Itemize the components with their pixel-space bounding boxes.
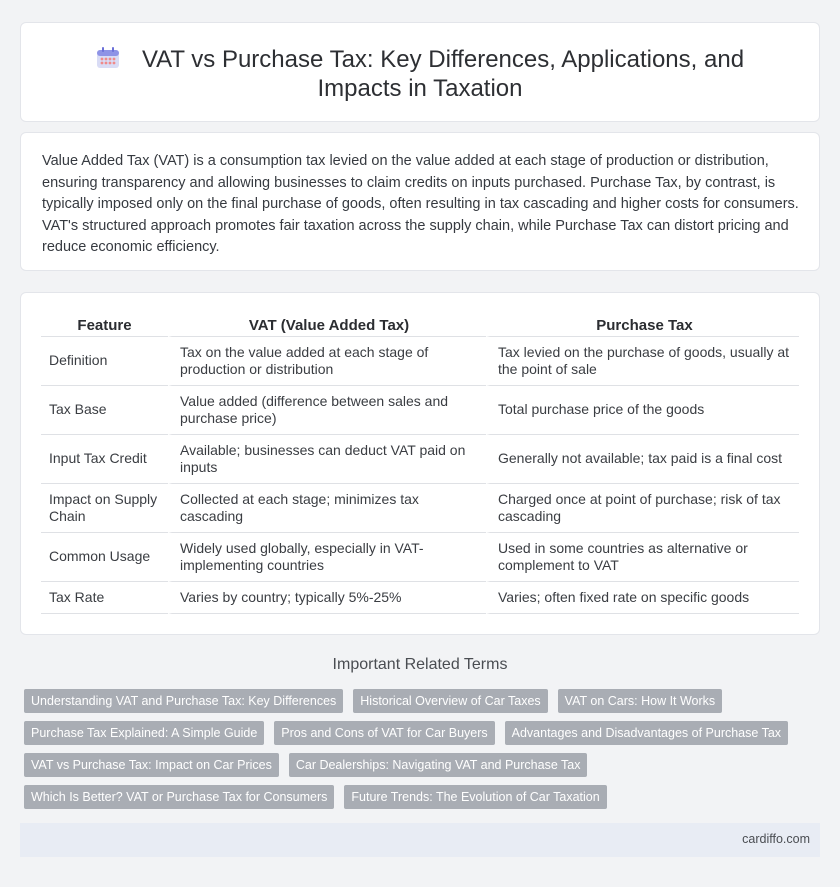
row-feature: Tax Base bbox=[41, 386, 168, 435]
row-feature: Tax Rate bbox=[41, 582, 168, 614]
row-purchase-tax: Charged once at point of purchase; risk of tax cascading bbox=[486, 484, 799, 533]
table-row bbox=[41, 484, 799, 533]
tag-row bbox=[24, 721, 814, 745]
intro-card bbox=[20, 132, 820, 271]
row-vat: Widely used globally, especially in VAT-implementing countries bbox=[168, 533, 486, 582]
related-term-tag[interactable]: Pros and Cons of VAT for Car Buyers bbox=[274, 721, 494, 745]
related-terms-tags bbox=[24, 689, 814, 817]
intro-paragraph: Value Added Tax (VAT) is a consumption tax levied on the value added at each stage of production or distribution, ensuring transparency and allowing businesses to claim credits on inputs purchased. Purchase Tax, by contrast, is typically imposed only on the final purchase of goods, often resulting in tax cascading and higher costs for consumers. VAT's structured approach promotes fair taxation across the supply chain, while Purchase Tax can distort pricing and reduce economic efficiency. bbox=[42, 153, 799, 255]
table-row bbox=[41, 337, 799, 386]
header-purchase-tax: Purchase Tax bbox=[486, 315, 799, 337]
page-title: VAT vs Purchase Tax: Key Differences, Applications, and Impacts in Taxation bbox=[141, 46, 745, 102]
related-term-tag[interactable]: Future Trends: The Evolution of Car Taxation bbox=[344, 785, 606, 809]
calendar-icon bbox=[96, 47, 120, 69]
row-purchase-tax: Total purchase price of the goods bbox=[486, 386, 799, 435]
related-term-tag[interactable]: Car Dealerships: Navigating VAT and Purchase Tax bbox=[289, 753, 588, 777]
table-row bbox=[41, 435, 799, 484]
table-header-row bbox=[41, 315, 799, 337]
row-vat: Collected at each stage; minimizes tax cascading bbox=[168, 484, 486, 533]
row-feature: Input Tax Credit bbox=[41, 435, 168, 484]
title-card bbox=[20, 22, 820, 122]
related-term-tag[interactable]: Purchase Tax Explained: A Simple Guide bbox=[24, 721, 264, 745]
related-terms-heading: Important Related Terms bbox=[332, 656, 508, 673]
related-term-tag[interactable]: Which Is Better? VAT or Purchase Tax for Consumers bbox=[24, 785, 334, 809]
footer-site-link[interactable]: cardiffo.com bbox=[742, 832, 810, 846]
tag-row bbox=[24, 785, 814, 809]
tag-row bbox=[24, 689, 814, 713]
row-vat: Value added (difference between sales and purchase price) bbox=[168, 386, 486, 435]
related-term-tag[interactable]: Understanding VAT and Purchase Tax: Key Differences bbox=[24, 689, 343, 713]
row-purchase-tax: Tax levied on the purchase of goods, usually at the point of sale bbox=[486, 337, 799, 386]
row-vat: Varies by country; typically 5%-25% bbox=[168, 582, 486, 614]
row-vat: Tax on the value added at each stage of production or distribution bbox=[168, 337, 486, 386]
table-row bbox=[41, 582, 799, 614]
row-vat: Available; businesses can deduct VAT paid on inputs bbox=[168, 435, 486, 484]
related-term-tag[interactable]: VAT vs Purchase Tax: Impact on Car Prices bbox=[24, 753, 279, 777]
comparison-table-card bbox=[20, 292, 820, 635]
footer bbox=[20, 823, 820, 857]
row-purchase-tax: Generally not available; tax paid is a final cost bbox=[486, 435, 799, 484]
row-feature: Common Usage bbox=[41, 533, 168, 582]
header-feature: Feature bbox=[41, 315, 168, 337]
header-vat: VAT (Value Added Tax) bbox=[168, 315, 486, 337]
related-term-tag[interactable]: Advantages and Disadvantages of Purchase Tax bbox=[505, 721, 788, 745]
row-feature: Impact on Supply Chain bbox=[41, 484, 168, 533]
page-title-wrap bbox=[21, 45, 819, 103]
row-purchase-tax: Varies; often fixed rate on specific goods bbox=[486, 582, 799, 614]
row-feature: Definition bbox=[41, 337, 168, 386]
related-term-tag[interactable]: Historical Overview of Car Taxes bbox=[353, 689, 547, 713]
table-row bbox=[41, 533, 799, 582]
comparison-table bbox=[41, 315, 799, 614]
related-term-tag[interactable]: VAT on Cars: How It Works bbox=[558, 689, 723, 713]
tag-row bbox=[24, 753, 814, 777]
table-row bbox=[41, 386, 799, 435]
row-purchase-tax: Used in some countries as alternative or complement to VAT bbox=[486, 533, 799, 582]
